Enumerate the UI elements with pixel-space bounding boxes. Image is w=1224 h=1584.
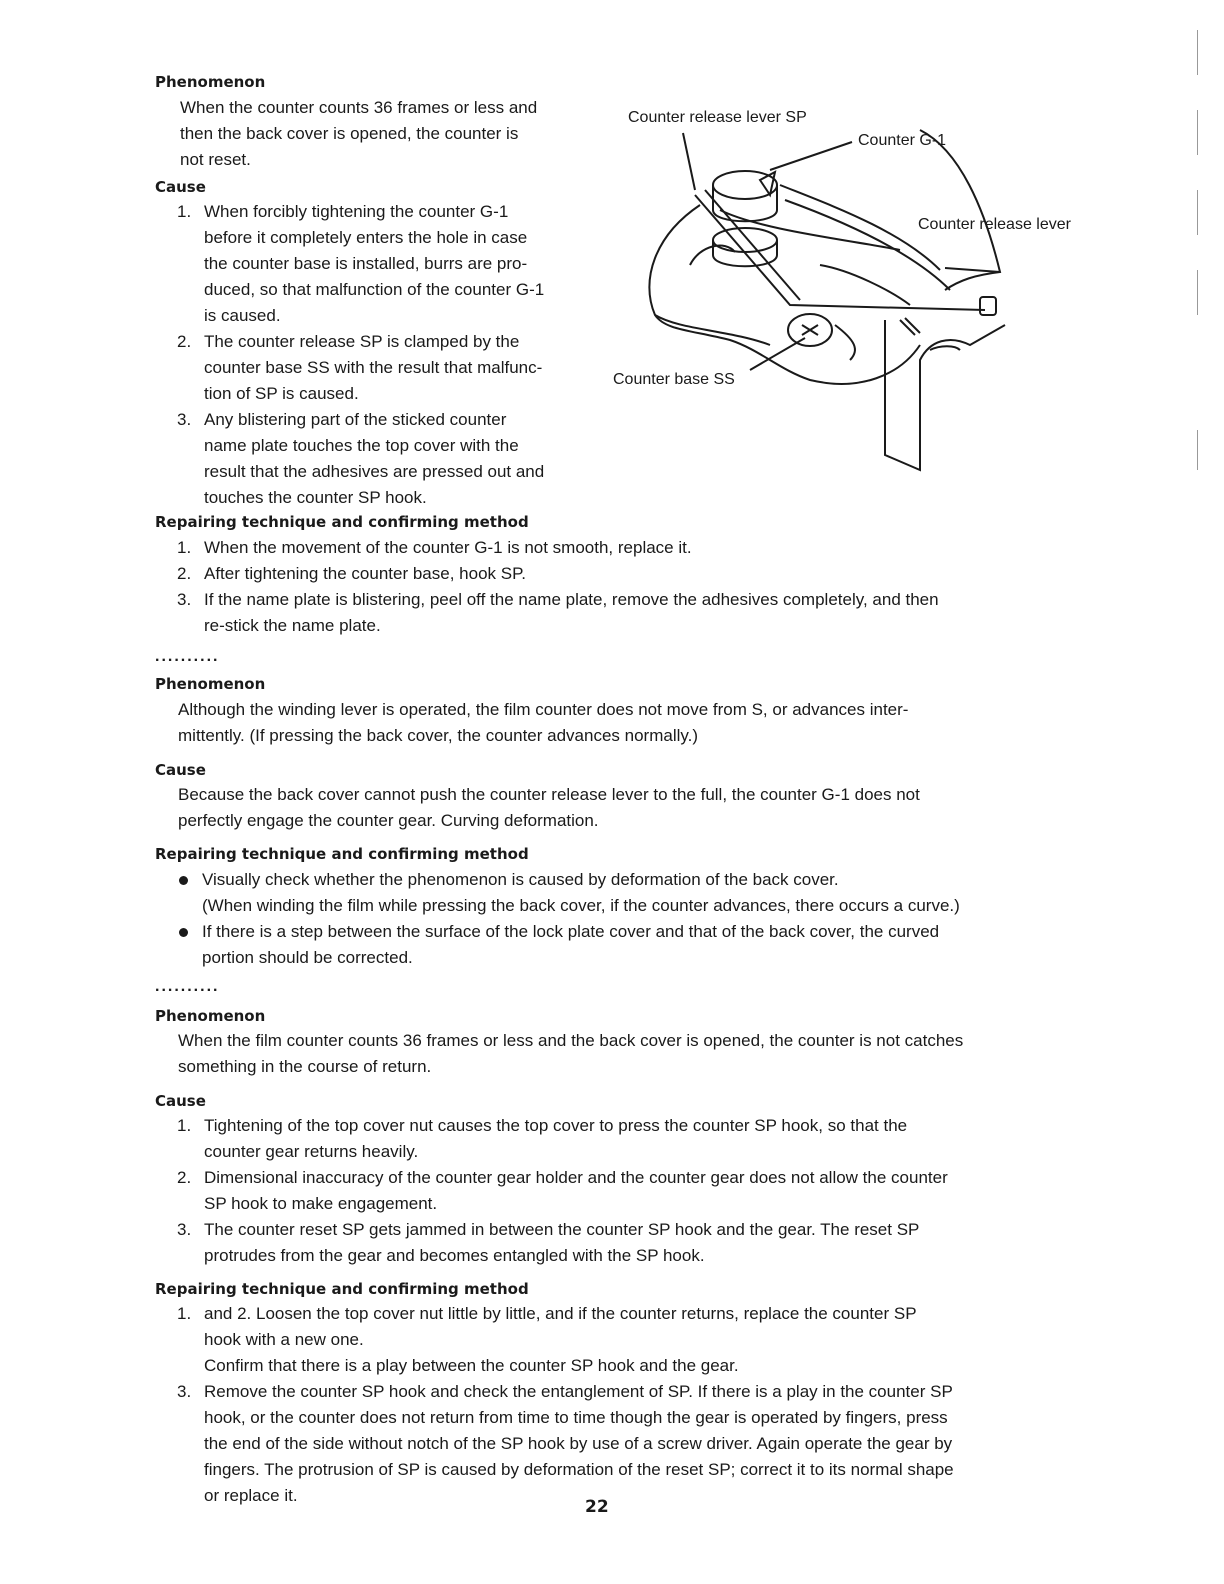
list-item: 3. Any blistering part of the sticked counter name plate touches the top cover with the result that the adhesives are pressed out and touches the counter SP hook. bbox=[177, 410, 545, 507]
section-separator: .......... bbox=[155, 978, 220, 995]
phenomenon-heading-2: Phenomenon bbox=[155, 675, 266, 693]
list-item: 3. The counter reset SP gets jammed in between the counter SP hook and the gear. The reset SP protrudes from the gear and becomes entangled with the SP hook. bbox=[177, 1220, 920, 1265]
repair-heading-2: Repairing technique and confirming method bbox=[155, 845, 529, 863]
list-item: 1. and 2. Loosen the top cover nut little by little, and if the counter returns, replace the counter SP hook with a new one. Confirm that there is a play between the counter SP hook and the gear. bbox=[177, 1304, 917, 1375]
scan-edge-mark bbox=[1197, 270, 1198, 315]
counter-mechanism-diagram bbox=[600, 100, 1120, 490]
cause-heading-1: Cause bbox=[155, 178, 206, 196]
repair-heading-1: Repairing technique and confirming method bbox=[155, 513, 529, 531]
cause-text-2: Because the back cover cannot push the counter release lever to the full, the counter G-1 does not perfectly engage the counter gear. Curving deformation. bbox=[178, 785, 920, 830]
scan-edge-mark bbox=[1197, 430, 1198, 470]
section-separator: .......... bbox=[155, 648, 220, 665]
phenomenon-text-3: When the film counter counts 36 frames or less and the back cover is opened, the counter is not catches something in the course of return. bbox=[178, 1031, 964, 1076]
list-item: 3. Remove the counter SP hook and check the entanglement of SP. If there is a play in the counter SP hook, or the counter does not return from time to time though the gear is operated by fingers, press the end of the side without notch of the SP hook by use of a screw driver. Again operate the gear by fingers. The protrusion of SP is caused by deformation of the reset SP; correct it to its normal shape or replace it. bbox=[177, 1382, 954, 1505]
list-item: 1. When the movement of the counter G-1 is not smooth, replace it. bbox=[177, 538, 692, 557]
repair-heading-3: Repairing technique and confirming method bbox=[155, 1280, 529, 1298]
cause-list-3 bbox=[177, 1113, 1057, 1269]
diagram-label-release-lever: Counter release lever bbox=[918, 216, 1071, 233]
cause-heading-2: Cause bbox=[155, 761, 206, 779]
scan-edge-mark bbox=[1197, 110, 1198, 155]
cause-heading-3: Cause bbox=[155, 1092, 206, 1110]
list-item: 3. If the name plate is blistering, peel off the name plate, remove the adhesives completely, and then re-stick the name plate. bbox=[177, 590, 939, 635]
list-item: 1. When forcibly tightening the counter G-1 before it completely enters the hole in case the counter base is installed, burrs are pro- duced, so that malfunction of the counter G-1 is caused. bbox=[177, 202, 545, 325]
phenomenon-text-1: When the counter counts 36 frames or less and then the back cover is opened, the counter is not reset. bbox=[180, 98, 538, 169]
list-item: 2. The counter release SP is clamped by the counter base SS with the result that malfunc- tion of SP is caused. bbox=[177, 332, 543, 403]
cause-list-1 bbox=[177, 199, 607, 511]
list-item: 2. After tightening the counter base, hook SP. bbox=[177, 564, 526, 583]
list-item: If there is a step between the surface of the lock plate cover and that of the back cover, the curved portion should be corrected. bbox=[175, 919, 1060, 971]
scan-edge-mark bbox=[1197, 190, 1198, 235]
repair-list-3 bbox=[177, 1301, 1057, 1509]
repair-list-1 bbox=[177, 535, 1057, 639]
phenomenon-heading-3: Phenomenon bbox=[155, 1007, 266, 1025]
list-item: 2. Dimensional inaccuracy of the counter gear holder and the counter gear does not allow the counter SP hook to make engagement. bbox=[177, 1168, 948, 1213]
scan-edge-mark bbox=[1197, 30, 1198, 75]
diagram-label-counter-g1: Counter G-1 bbox=[858, 132, 947, 149]
diagram-label-counter-base-ss: Counter base SS bbox=[613, 371, 735, 388]
diagram-label-release-lever-sp: Counter release lever SP bbox=[628, 109, 807, 126]
phenomenon-text-2: Although the winding lever is operated, the film counter does not move from S, or advances inter- mittently. (If pressing the back cover, the counter advances normally.) bbox=[178, 700, 909, 745]
list-item: 1. Tightening of the top cover nut causes the top cover to press the counter SP hook, so that the counter gear returns heavily. bbox=[177, 1116, 908, 1161]
repair-bullets-2 bbox=[175, 867, 1060, 971]
phenomenon-heading-1: Phenomenon bbox=[155, 73, 266, 91]
page-number: 22 bbox=[585, 1497, 609, 1517]
list-item: Visually check whether the phenomenon is caused by deformation of the back cover. (When winding the film while pressing the back cover, if the counter advances, there occurs a curve.) bbox=[175, 867, 1060, 919]
